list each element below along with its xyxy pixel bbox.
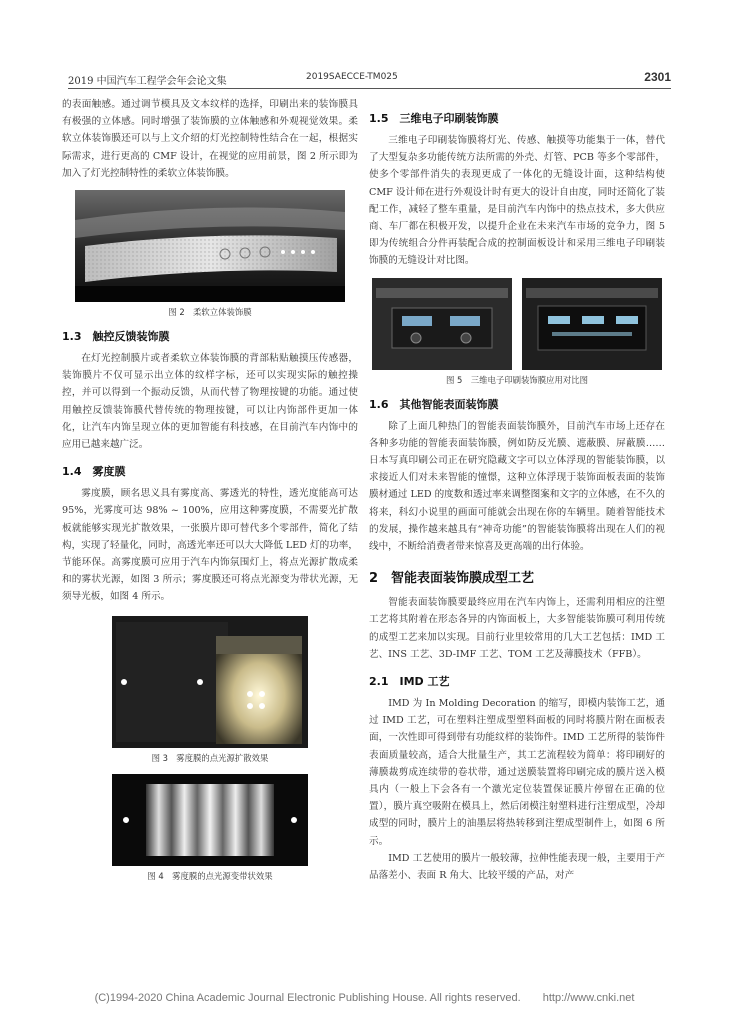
figure-2-dashboard-image	[75, 190, 345, 302]
section-2-1-paragraph-2: IMD 工艺使用的膜片一般较薄，拉伸性能表现一般，主要用于产品落差小、表面 R 角大、比较平缓的产品，对产	[369, 852, 665, 882]
figure-2-caption: 图 2 柔软立体装饰膜	[168, 307, 252, 318]
figure-5-caption: 图 5 三维电子印刷装饰膜应用对比图	[446, 374, 588, 385]
section-1-4-paragraph: 雾度膜，顾名思义具有雾度高、雾透光的特性，透光度能高可达 95%，光雾度可达 98% ~ 100%，应用这种雾度膜，不需要光扩散板就能够实现光扩散效果，一张膜片即可替代多个零部件，简化了结构，实现了轻量化，同时，高透光率还可以大大降低 LED 灯的功率，节能环保。高雾度膜可应用于汽车内饰氛围灯上，将点光源扩散成柔和的雾状光源，如图 3 所示；雾度膜还可将点光源变为带状光源，无须导光板，如图 4 所示。	[62, 488, 358, 603]
section-1-5-paragraph: 三维电子印刷装饰膜将灯光、传感、触摸等功能集于一体，替代了大型复杂多功能传统方法所需的外壳、灯管、PCB 等多个零部件，使多个零部件消失的表现更成了一体化的无缝设计面，这种结构使 CMF 设计师在进行外观设计时有更大的设计自由度，同时还简化了装配工作，减轻了整车重量，是目前汽车内饰中的热点技术，多大供应商、车厂都在积极开发，以提升企业在未来汽车市场的竞争力，图 5 即为传统组合分件再装配合成的控制面板设计和采用三维电子印刷装饰膜的无缝设计对比图。	[369, 135, 665, 267]
left-column	[62, 96, 358, 890]
right-column	[369, 96, 665, 884]
header-page-number: 2301	[644, 70, 671, 84]
header-rule	[68, 88, 671, 89]
figure-5-comparison-image	[372, 278, 662, 370]
running-header	[68, 70, 671, 86]
section-2-1-paragraph-1: IMD 为 In Molding Decoration 的缩写，即模内装饰工艺，通过 IMD 工艺，可在塑料注塑成型塑料面板的同时将膜片附在面板表面，一次性即可得到带有功能纹样的装饰件。IMD 工艺所得的装饰件表面质量较高，适合大批量生产，其工艺流程较为简单：将印刷好的薄膜裁剪成连续带的卷状带，通过送膜装置将印刷完成的膜片送入模具内（一般上下会各有一个激光定位装置保证膜片停留在正确的位置），膜片真空吸附在模具上，然后闭模注射塑料进行注塑成型，冷却成型的同时，膜片上的油墨层将热转移到注塑成型制件上，如图 6 所示。	[369, 698, 665, 847]
section-1-5-title: 1.5 三维电子印刷装饰膜	[369, 112, 499, 125]
section-1-4-title: 1.4 雾度膜	[62, 465, 126, 479]
copyright-footer: (C)1994-2020 China Academic Journal Electronic Publishing House. All rights reserved. http://www.cnki.net	[94, 992, 635, 1004]
figure-3	[112, 616, 308, 748]
figure-4	[112, 774, 308, 866]
figure-5	[372, 278, 662, 370]
header-paper-id: 2019SAECCE-TM025	[306, 72, 398, 82]
section-2-title: 2 智能表面装饰膜成型工艺	[369, 571, 535, 587]
header-journal: 2019 中国汽车工程学会年会论文集	[68, 76, 227, 87]
figure-2	[75, 190, 345, 302]
section-2-1-title: 2.1 IMD 工艺	[369, 675, 450, 689]
section-1-6-paragraph: 除了上面几种热门的智能表面装饰膜外，目前汽车市场上还存在各种多功能的智能表面装饰膜，例如防反光膜、遮蔽膜、屏蔽膜……日本写真印刷公司正在研究隐藏文字可以立体浮现的智能装饰膜，以求接近人们对未来智能的憧憬，这种立体浮现于装饰面板表面的装饰膜材通过 LED 的度数和透过率来调整图案和文字的立体感，在不久的将来，科幻小说里的画面可能就会出现在你的车辆里。随着智能技术的发展，操作越来越具有“神奇功能”的智能装饰膜将出现在人们的视线中，不断给消费者带来惊喜及更高端的出行体验。	[369, 420, 665, 553]
figure-4-band-light-image	[112, 774, 308, 866]
section-1-3-paragraph: 在灯光控制膜片或者柔软立体装饰膜的背部粘贴触摸压传感器，装饰膜片不仅可显示出立体的纹样字标，还可以实现实际的触控操控，并可以得到一个振动反馈，从而代替了物理按键的功能。通过使用触控反馈装饰膜代替传统的物理按键，可以让内饰部件更加一体化，让汽车内饰呈现立体的更加智能有科技感，在目前汽车内饰中的应用已越来越广泛。	[62, 353, 358, 451]
figure-3-point-light-image	[112, 616, 308, 748]
section-1-6-title: 1.6 其他智能表面装饰膜	[369, 397, 499, 411]
figure-3-caption: 图 3 雾度膜的点光源扩散效果	[151, 752, 269, 763]
figure-4-caption: 图 4 雾度膜的点光源变带状效果	[147, 870, 273, 881]
intro-paragraph: 的表面触感。通过调节模具及文本纹样的选择，印刷出来的装饰膜具有极强的立体感。同时增强了装饰膜的立体触感和外观视觉效果。柔软立体装饰膜还可以与上文介绍的灯光控制特性结合在一起，根据实际需求，进行更高的 CMF 设计，在视觉的应用前景，图 2 所示即为加入了灯光控制特性的柔软立体装饰膜。	[62, 99, 358, 179]
section-1-3-title: 1.3 触控反馈装饰膜	[62, 330, 170, 344]
section-2-paragraph: 智能表面装饰膜要最终应用在汽车内饰上，还需利用相应的注塑工艺将其附着在形态各异的内饰面板上，大多智能装饰膜可利用传统的成型工艺来加以实现。目前行业里较常用的几大工艺包括：IMD 工艺、INS 工艺、3D-IMF 工艺、TOM 工艺及薄膜技术（FFB）。	[369, 597, 665, 660]
